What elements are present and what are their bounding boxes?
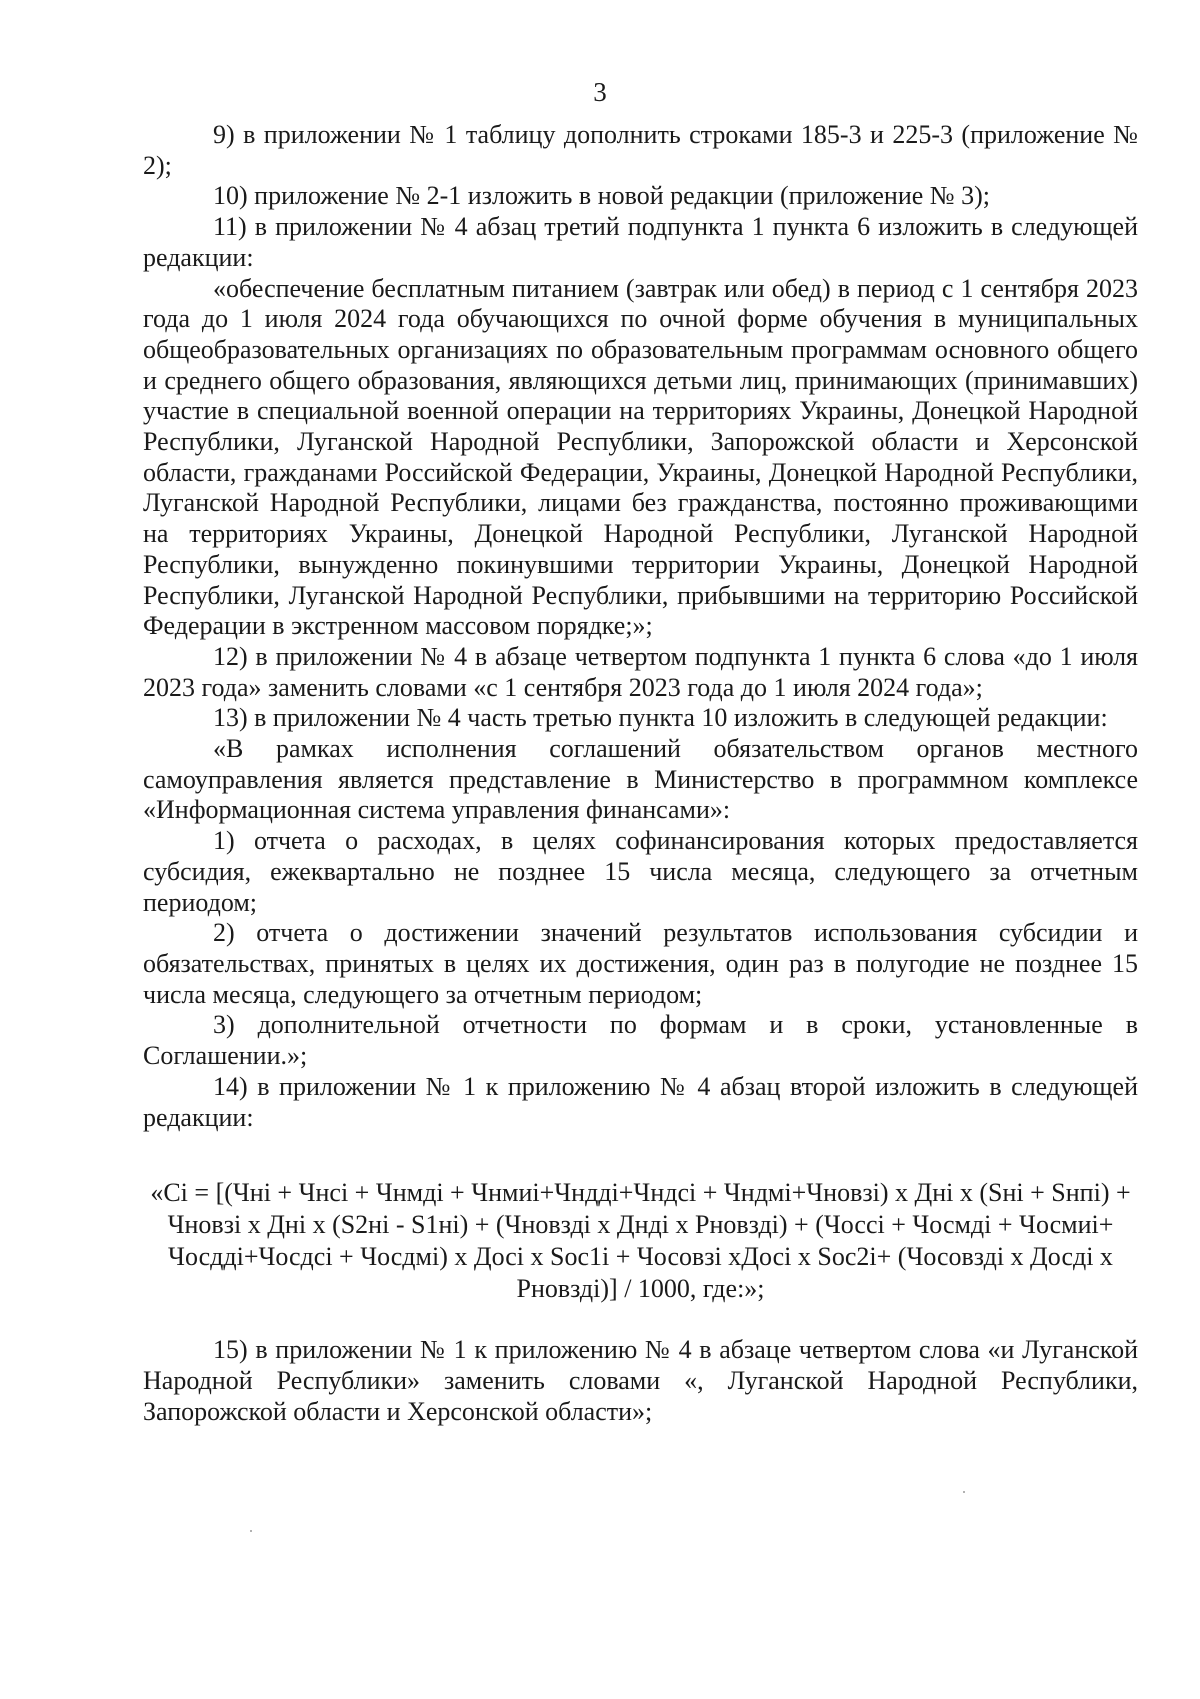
subitem-1-expenses-report: 1) отчета о расходах, в целях софинансирования которых предоставляется субсидия, ежеквартально не позднее 15 числа месяца, следующего за отчетным периодом; bbox=[143, 826, 1138, 917]
paragraph-item-14: 14) в приложении № 1 к приложению № 4 абзац второй изложить в следующей редакции: bbox=[143, 1071, 1138, 1132]
scan-speck bbox=[963, 1491, 965, 1493]
formula: «Ci = [(Чнi + Чнсi + Чнмдi + Чнмиi+Чнддi+Чндсi + Чндмi+Чновзi) x Днi x (Sнi + Sнпi) + Чновзi x Днi x (S2нi - S1нi) + (Чновздi x Дндi x Рновздi) + (Чоссi + Чосмдi + Чосмиi+ Чосддi+Чосдсi + Чосдмi) x Досi x Soc1i + Чосовзi xДосi x Soc2i+ (Чосовздi x Досдi x Рновздi)] / 1000, где:»; bbox=[150, 1178, 1131, 1304]
paragraph-item-11: 11) в приложении № 4 абзац третий подпункта 1 пункта 6 изложить в следующей редакции: bbox=[143, 212, 1138, 272]
subitem-2-results-report: 2) отчета о достижении значений результатов использования субсидии и обязательствах, принятых в целях их достижения, один раз в полугодие не позднее 15 числа месяца, следующего за отчетным периодом; bbox=[143, 918, 1138, 1009]
page-number: 3 bbox=[593, 77, 607, 107]
spacer bbox=[143, 1133, 1138, 1163]
paragraph-item-13: 13) в приложении № 4 часть третью пункта 10 изложить в следующей редакции: bbox=[213, 703, 1108, 733]
document-body bbox=[143, 120, 1138, 1427]
quoted-text-meals: «обеспечение бесплатным питанием (завтрак или обед) в период с 1 сентября 2023 года до 1 июля 2024 года обучающихся по очной форме обучения в муниципальных общеобразовательных организациях по образовательным программам основного общего и среднего общего образования, являющихся детьми лиц, принимающих (принимавших) участие в специальной военной операции на территориях Украины, Донецкой Народной Республики, Луганской Народной Республики, Запорожской области и Херсонской области, гражданами Российской Федерации, Украины, Донецкой Народной Республики, Луганской Народной Республики, лицами без гражданства, постоянно проживающими на территориях Украины, Донецкой Народной Республики, Луганской Народной Республики, вынужденно покинувшими территории Украины, Донецкой Народной Республики, Луганской Народной Республики, прибывшими на территорию Российской Федерации в экстренном массовом порядке;»; bbox=[143, 273, 1138, 641]
subitem-3-additional-reporting: 3) дополнительной отчетности по формам и в сроки, установленные в Соглашении.»; bbox=[143, 1010, 1138, 1071]
quoted-text-agreements: «В рамках исполнения соглашений обязательством органов местного самоуправления является представление в Министерство в программном комплексе «Информационная система управления финансами»: bbox=[143, 734, 1138, 825]
paragraph-item-12: 12) в приложении № 4 в абзаце четвертом подпункта 1 пункта 6 слова «до 1 июля 2023 года» заменить словами «с 1 сентября 2023 года до 1 июля 2024 года»; bbox=[143, 641, 1138, 702]
spacer bbox=[143, 1305, 1138, 1335]
scan-speck bbox=[250, 1530, 252, 1532]
paragraph-item-9: 9) в приложении № 1 таблицу дополнить строками 185-3 и 225-3 (приложение № 2); bbox=[143, 120, 1138, 180]
paragraph-item-10: 10) приложение № 2-1 изложить в новой редакции (приложение № 3); bbox=[213, 181, 990, 211]
paragraph-item-15: 15) в приложении № 1 к приложению № 4 в абзаце четвертом слова «и Луганской Народной Республики» заменить словами «, Луганской Народной Республики, Запорожской области и Херсонской области»; bbox=[143, 1335, 1138, 1426]
